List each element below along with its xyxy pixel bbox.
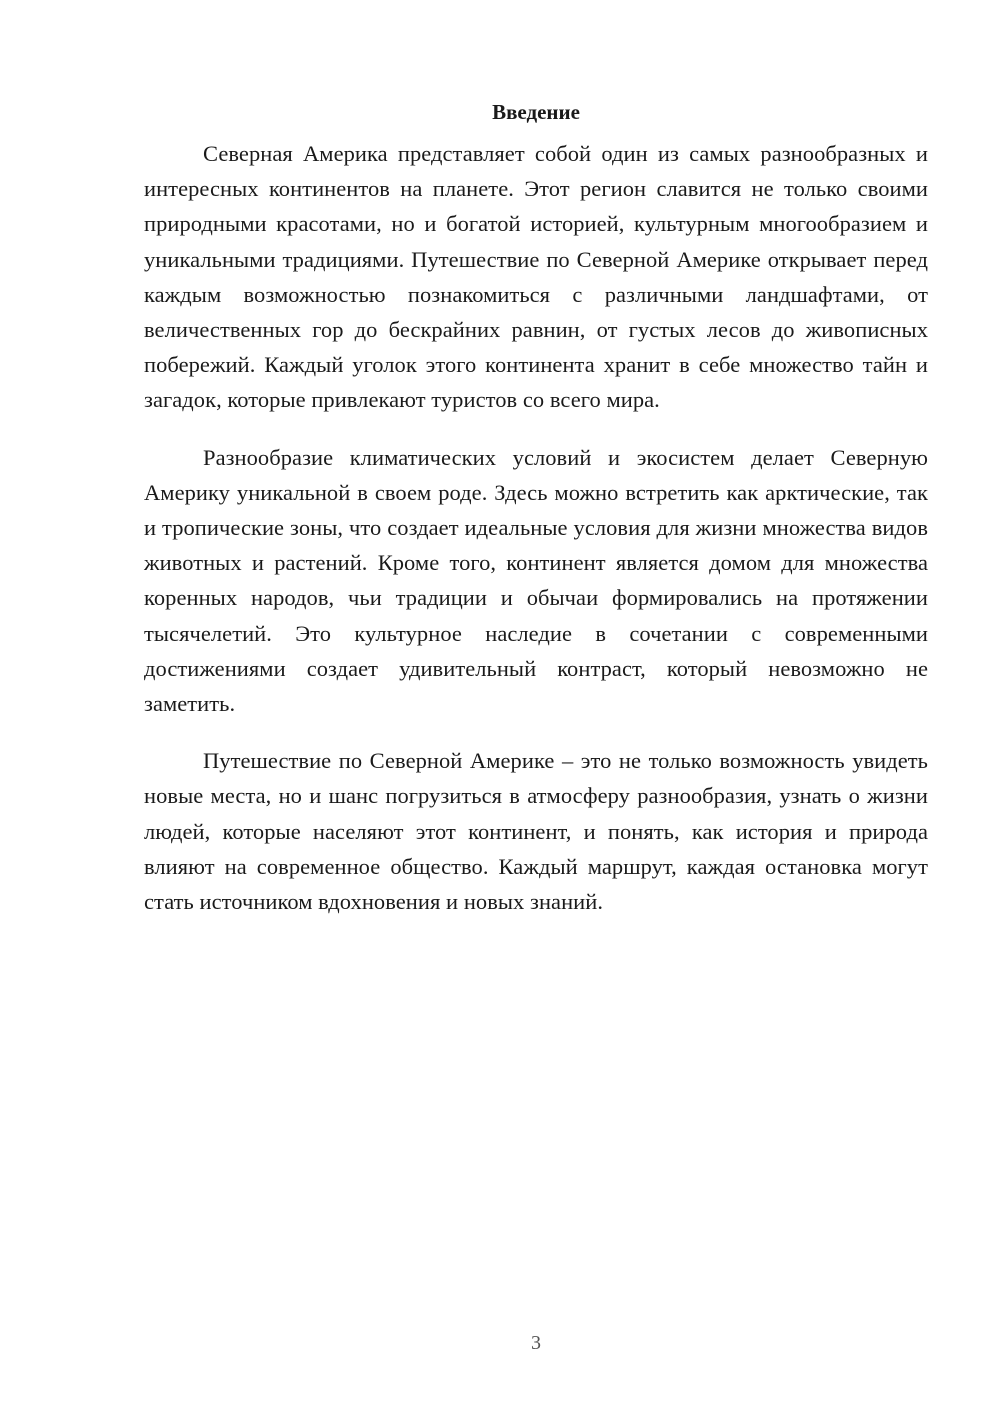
paragraph-intro: Северная Америка представляет собой один из самых разнообразных и интересных континентов на планете. Этот регион славится не только своими природными красотами, но и богатой историей, культурным многообразием и уникальными традициями. Путешествие по Северной Америке открывает перед каждым возможностью познакомиться с различными ландшафтами, от величественных гор до бескрайних равнин, от густых лесов до живописных побережий. Каждый уголок этого континента хранит в себе множество тайн и загадок, которые привлекают туристов со всего мира. [144, 141, 928, 413]
page-content [144, 96, 928, 941]
page-title: Введение [492, 100, 580, 124]
page-number: 3 [531, 1332, 541, 1354]
paragraph-climate: Разнообразие климатических условий и экосистем делает Северную Америку уникальной в своем роде. Здесь можно встретить как арктические, так и тропические зоны, что создает идеальные условия для жизни множества видов животных и растений. Кроме того, континент является домом для множества коренных народов, чьи традиции и обычаи формировались на протяжении тысячелетий. Это культурное наследие в сочетании с современными достижениями создает удивительный контраст, который невозможно не заметить. [144, 444, 928, 717]
paragraph-travel: Путешествие по Северной Америке – это не только возможность увидеть новые места, но и шанс погрузиться в атмосферу разнообразия, узнать о жизни людей, которые населяют этот континент, и понять, как история и природа влияют на современное общество. Каждый маршрут, каждая остановка могут стать источником вдохновения и новых знаний. [144, 748, 928, 915]
